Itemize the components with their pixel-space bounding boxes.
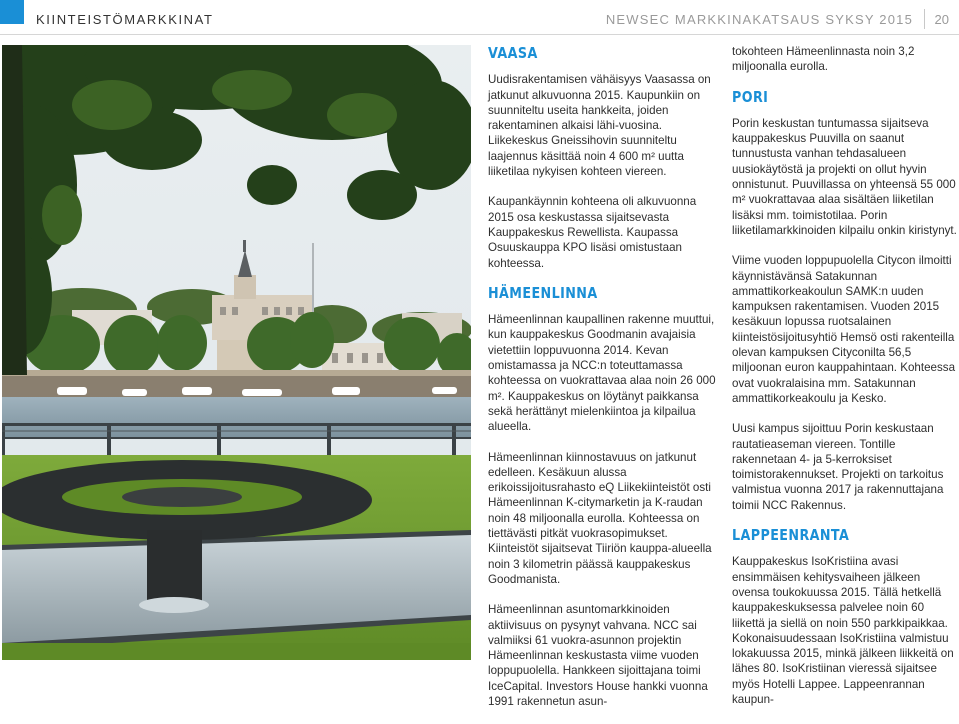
brand-square <box>0 0 24 24</box>
page-number-divider <box>924 9 925 29</box>
pori-paragraph-2: Viime vuoden loppupuolella Citycon ilmoitti käynnistävänsä Satakunnan ammattikorkeakoulun SAMK:n uuden kampuksen rakentamisen. Vuoden 2015 kesäkuun lopussa ruotsalainen kiinteistösijoitusyhtiö Hemsö osti rakenteilla olevan kampuksen Cityconilta 56,5 miljoonan euron kauppahintaan. Kohteessa ovat vuokralaisina mm. Satakunnan ammattikorkeakoulu ja Kesko. <box>732 254 956 405</box>
heading-hameenlinna: HÄMEENLINNA <box>488 283 598 302</box>
continued-paragraph: tokohteen Hämeenlinnasta noin 3,2 miljoonalla eurolla. <box>732 45 915 74</box>
hameenlinna-paragraph-1: Hämeenlinnan kaupallinen rakenne muuttui, kun kauppakeskus Goodmanin avajaisia vietettiin loppuvuonna 2014. Kevan omistamassa ja NCC:n toteuttamassa kohteessa on vuokrattavaa alaa noin 26 000 m². Kauppakeskus on löytänyt paikkansa sekä herättänyt mielenkiintoa ja kilpailua alueella. <box>488 313 716 434</box>
pori-paragraph-1: Porin keskustan tuntumassa sijaitseva kauppakeskus Puuvilla on saanut tunnustusta vanhan tehdasalueen uusiokäytöstä ja projekti on ollut hyvin onnistunut. Puuvillassa on yhteensä 55 000 m² vuokrattavaa alaa sisältäen liiketilan lisäksi mm. toimistotilaa. Porin liiketilamarkkinoiden kilpailu onkin kiristynyt. <box>732 116 957 237</box>
city-park-photo <box>2 45 471 660</box>
page-number: 20 <box>934 12 949 27</box>
hameenlinna-paragraph-2: Hämeenlinnan kiinnostavuus on jatkunut edelleen. Kesäkuun alussa erikoissijoitusrahasto eQ Liikekiinteistöt osti Hämeenlinnan K-citymarketin ja K-raudan noin 48 miljoonalla eurolla. Kohteessa on tiettävästi pitkät vuokrasopimukset. Kiinteistöt sijaitsevat Tiiriön kauppa-alueella noin 3 kilometrin päässä kauppakeskus Goodmanista. <box>488 450 712 586</box>
pori-paragraph-3: Uusi kampus sijoittuu Porin keskustaan rautatieaseman viereen. Tontille rakennetaan 4- ja 5-kerroksiset toimistorakennukset. Projekti on tarkoitus valmistua vuonna 2017 ja rakennuttajana toimii NCC Rakennus. <box>732 422 944 512</box>
heading-pori: PORI <box>732 87 769 106</box>
header-rule <box>0 34 959 35</box>
text-column-1 <box>488 44 716 724</box>
vaasa-paragraph-1: Uudisrakentamisen vähäisyys Vaasassa on jatkunut alkuvuonna 2015. Kaupunkiin on suunniteltu useita hankkeita, joiden rakentaminen alkaisi lähi-vuosina. Liikekeskus Gneissihovin suunniteltu laajennus käsittää noin 4 600 m² uutta liiketilaa nykyisen kohteen viereen. <box>488 73 711 179</box>
heading-lappeenranta: LAPPEENRANTA <box>732 526 850 545</box>
section-label: KIINTEISTÖMARKKINAT <box>36 12 214 27</box>
vaasa-paragraph-2: Kaupankäynnin kohteena oli alkuvuonna 2015 osa keskustassa sijaitsevasta Kauppakeskus Rewellista. Kaupassa Osuuskauppa KPO lisäsi omistustaan kohteessa. <box>488 195 697 270</box>
hameenlinna-paragraph-3: Hämeenlinnan asuntomarkkinoiden aktiivisuus on pysynyt vahvana. NCC sai valmiiksi 61 vuokra-asunnon projektin Hämeenlinnan keskustasta viime vuoden loppupuolella. Hankkeen sijoittajana toimi IceCapital. Investors House hankki vuonna 1991 rakennetun asun- <box>488 603 708 708</box>
heading-vaasa: VAASA <box>488 44 538 62</box>
page-header <box>0 0 959 34</box>
lappeenranta-paragraph-1: Kauppakeskus IsoKristiina avasi ensimmäisen kehitysvaiheen jälkeen ovensa toukokuussa 2015. Tällä hetkellä kauppakeskuksessa palvelee noin 60 liikettä ja siellä on noin 550 parkkipaikkaa. Kokonaisuudessaan IsoKristiina valmistuu lokakuussa 2015, minkä jälkeen liikkeitä on lähes 80. IsoKristiinan vieressä sijaitsee myös Hotelli Lappee. Lappeenrannan kaupun- <box>732 555 954 706</box>
report-title: NEWSEC MARKKINAKATSAUS SYKSY 2015 <box>605 12 913 27</box>
text-column-2 <box>732 44 959 722</box>
